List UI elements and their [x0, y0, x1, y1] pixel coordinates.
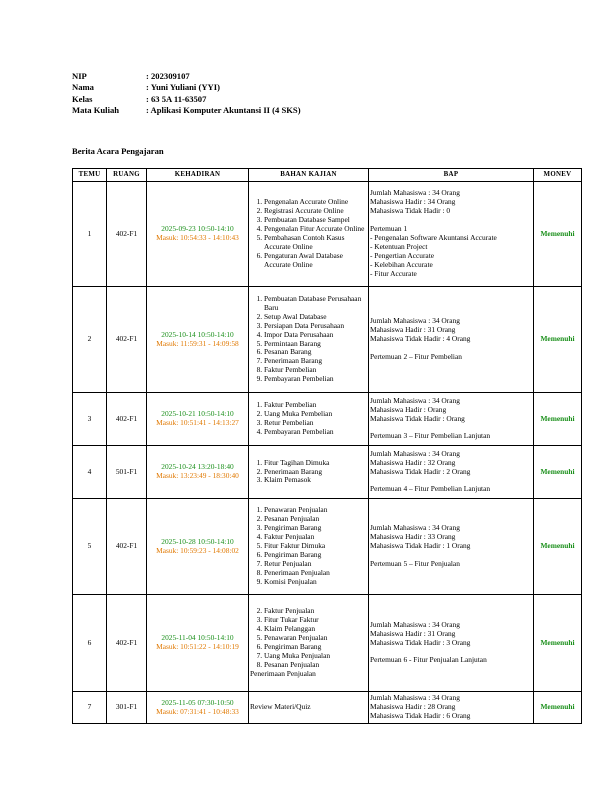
bap-line: - Pengenalan Software Akuntansi Accurate — [370, 232, 497, 242]
kehadiran-cell — [147, 595, 249, 692]
topic-list — [250, 459, 367, 486]
bap-line: Mahasiswa Tidak Hadir : 0 — [370, 206, 451, 216]
check-in-time: Masuk: 10:51:41 - 14:13:27 — [156, 418, 239, 427]
bahan-kajian-cell — [249, 595, 369, 692]
topic-item: 5. Pembahasan Contoh Kasus Accurate Online — [264, 234, 367, 252]
topic-list — [250, 506, 367, 586]
column-header: TEMU — [73, 169, 107, 182]
topic-item: 4. Pengenalan Fitur Accurate Online — [264, 225, 367, 234]
bap-line: Mahasiswa Hadir : 31 Orang — [370, 325, 456, 335]
info-value: : Aplikasi Komputer Akuntansi II (4 SKS) — [146, 104, 301, 115]
topic-item: 6. Pengaturan Awal Database Accurate Online — [264, 252, 367, 270]
bap-line: Mahasiswa Hadir : 28 Orang — [370, 702, 456, 712]
topic-item: 5. Penawaran Penjualan — [264, 634, 367, 643]
table-row — [73, 182, 582, 287]
topic-item: 3. Persiapan Data Perusahaan — [264, 322, 367, 331]
bap-line: Pertemuan 5 – Fitur Penjualan — [370, 558, 460, 568]
monev-status: Memenuhi — [534, 692, 582, 724]
bap-cell — [369, 287, 534, 393]
temu-cell: 1 — [73, 182, 107, 287]
column-header: RUANG — [107, 169, 147, 182]
topic-item: 2. Faktur Penjualan — [264, 607, 367, 616]
ruang-cell: 301-F1 — [107, 692, 147, 724]
topic-item: 6. Pengiriman Barang — [264, 551, 367, 560]
bap-line: Mahasiswa Hadir : 31 Orang — [370, 628, 456, 638]
bap-line: Pertemuan 1 — [370, 224, 408, 234]
monev-status: Memenuhi — [534, 499, 582, 595]
bap-line: Mahasiswa Tidak Hadir : 6 Orang — [370, 710, 471, 720]
bap-line: - Ketentuan Project — [370, 241, 428, 251]
bap-line: Pertemuan 3 – Fitur Pembelian Lanjutan — [370, 431, 491, 441]
info-value: : 63 5A 11-63507 — [146, 93, 207, 104]
schedule-time: 2025-10-14 10:50-14:10 — [161, 329, 234, 339]
column-header: BAHAN KAJIAN — [249, 169, 369, 182]
topic-text: Penerimaan Penjualan — [250, 668, 316, 678]
temu-cell: 5 — [73, 499, 107, 595]
section-title: Berita Acara Pengajaran — [72, 146, 164, 156]
schedule-time: 2025-11-04 10:50-14:10 — [161, 633, 234, 643]
monev-status: Memenuhi — [534, 182, 582, 287]
info-label: Kelas — [72, 93, 93, 104]
info-label: Nama — [72, 82, 94, 93]
bap-line: Pertemuan 6 - Fitur Penjualan Lanjutan — [370, 655, 487, 665]
topic-item: 3. Fitur Tukar Faktur — [264, 616, 367, 625]
lecturer-info — [72, 71, 301, 116]
topic-item: 4. Faktur Penjualan — [264, 533, 367, 542]
bap-line: Jumlah Mahasiswa : 34 Orang — [370, 395, 460, 405]
table-row — [73, 393, 582, 446]
monev-status: Memenuhi — [534, 595, 582, 692]
kehadiran-cell — [147, 287, 249, 393]
bap-cell — [369, 446, 534, 499]
kehadiran-cell — [147, 446, 249, 499]
info-value: : 202309107 — [146, 71, 190, 81]
ruang-cell: 501-F1 — [107, 446, 147, 499]
info-label: Mata Kuliah — [72, 104, 120, 115]
table-row — [73, 287, 582, 393]
topic-item: 2. Setup Awal Database — [264, 313, 367, 322]
topic-item: 1. Pengenalan Accurate Online — [264, 198, 367, 207]
topic-item: 3. Pembuatan Database Sampel — [264, 216, 367, 225]
check-in-time: Masuk: 10:51:22 - 14:10:19 — [156, 642, 239, 651]
schedule-time: 2025-10-28 10:50-14:10 — [161, 536, 234, 546]
topic-item: 8. Faktur Pembelian — [264, 366, 367, 375]
info-row — [72, 82, 301, 93]
bap-line: Jumlah Mahasiswa : 34 Orang — [370, 316, 460, 326]
info-row — [72, 94, 301, 105]
kehadiran-cell — [147, 182, 249, 287]
bap-cell — [369, 595, 534, 692]
topic-item: 8. Penerimaan Penjualan — [264, 569, 367, 578]
bap-line: Jumlah Mahasiswa : 34 Orang — [370, 693, 460, 703]
topic-item: 5. Permintaan Barang — [264, 340, 367, 349]
table-row — [73, 499, 582, 595]
table-header-row — [73, 169, 582, 182]
ruang-cell: 402-F1 — [107, 182, 147, 287]
topic-list — [250, 401, 367, 437]
topic-item: 3. Retur Pembelian — [264, 419, 367, 428]
topic-item: 9. Pembayaran Pembelian — [264, 375, 367, 384]
temu-cell: 3 — [73, 393, 107, 446]
topic-item: 4. Klaim Pelanggan — [264, 625, 367, 634]
topic-item: 7. Penerimaan Barang — [264, 357, 367, 366]
topic-text: Review Materi/Quiz — [250, 702, 311, 712]
bap-cell — [369, 393, 534, 446]
table-row — [73, 446, 582, 499]
bap-line: Jumlah Mahasiswa : 34 Orang — [370, 619, 460, 629]
topic-item: 2. Registrasi Accurate Online — [264, 207, 367, 216]
topic-item: 3. Klaim Pemasok — [264, 476, 367, 485]
kehadiran-cell — [147, 499, 249, 595]
topic-item: 1. Fitur Tagihan Dimuka — [264, 459, 367, 468]
topic-item: 6. Pesanan Barang — [264, 348, 367, 357]
column-header: KEHADIRAN — [147, 169, 249, 182]
topic-list — [250, 607, 367, 669]
bahan-kajian-cell — [249, 692, 369, 724]
bahan-kajian-cell — [249, 287, 369, 393]
column-header: BAP — [369, 169, 534, 182]
monev-status: Memenuhi — [534, 287, 582, 393]
schedule-time: 2025-10-21 10:50-14:10 — [161, 409, 234, 419]
bap-line: Mahasiswa Hadir : 34 Orang — [370, 197, 456, 207]
column-header: MONEV — [534, 169, 582, 182]
schedule-time: 2025-11-05 07:30-10:50 — [161, 697, 234, 707]
bap-line: Jumlah Mahasiswa : 34 Orang — [370, 188, 460, 198]
temu-cell: 4 — [73, 446, 107, 499]
ruang-cell: 402-F1 — [107, 499, 147, 595]
topic-item: 1. Pembuatan Database Perusahaan Baru — [264, 295, 367, 313]
info-label: NIP — [72, 71, 87, 81]
bap-line: - Fitur Accurate — [370, 268, 417, 278]
schedule-time: 2025-09-23 10:50-14:10 — [161, 224, 234, 234]
bap-line: Mahasiswa Tidak Hadir : Orang — [370, 413, 465, 423]
bap-line: Jumlah Mahasiswa : 34 Orang — [370, 448, 460, 458]
bap-line: - Kelebihan Accurate — [370, 259, 433, 269]
check-in-time: Masuk: 13:23:49 - 18:30:40 — [156, 471, 239, 480]
bap-line: Jumlah Mahasiswa : 34 Orang — [370, 523, 460, 533]
teaching-record-table — [72, 168, 582, 724]
bap-line: Mahasiswa Hadir : 32 Orang — [370, 457, 456, 467]
topic-item: 1. Faktur Pembelian — [264, 401, 367, 410]
topic-item: 3. Pengiriman Barang — [264, 524, 367, 533]
temu-cell: 6 — [73, 595, 107, 692]
bap-line: Mahasiswa Tidak Hadir : 2 Orang — [370, 466, 471, 476]
topic-list — [250, 198, 367, 269]
bap-line: Mahasiswa Tidak Hadir : 1 Orang — [370, 541, 471, 551]
check-in-time: Masuk: 07:31:41 - 10:48:33 — [156, 706, 239, 716]
topic-item: 2. Uang Muka Pembelian — [264, 410, 367, 419]
bahan-kajian-cell — [249, 393, 369, 446]
bap-line: Mahasiswa Hadir : 33 Orang — [370, 532, 456, 542]
topic-item: 4. Pembayaran Pembelian — [264, 428, 367, 437]
table-row — [73, 692, 582, 724]
kehadiran-cell — [147, 692, 249, 724]
check-in-time: Masuk: 10:54:33 - 14:10:43 — [156, 233, 239, 242]
topic-item: 4. Impor Data Perusahaan — [264, 331, 367, 340]
bap-line: Mahasiswa Tidak Hadir : 3 Orang — [370, 637, 471, 647]
bap-line: Mahasiswa Tidak Hadir : 4 Orang — [370, 334, 471, 344]
schedule-time: 2025-10-24 13:20-18:40 — [161, 462, 234, 472]
topic-item: 5. Fitur Faktur Dimuka — [264, 542, 367, 551]
topic-item: 7. Retur Penjualan — [264, 560, 367, 569]
ruang-cell: 402-F1 — [107, 595, 147, 692]
bap-line: Pertemuan 4 – Fitur Pembelian Lanjutan — [370, 484, 491, 494]
check-in-time: Masuk: 11:59:31 - 14:09:58 — [156, 338, 239, 348]
check-in-time: Masuk: 10:59:23 - 14:08:02 — [156, 545, 239, 555]
topic-item: 1. Penawaran Penjualan — [264, 506, 367, 515]
temu-cell: 2 — [73, 287, 107, 393]
info-row — [72, 71, 301, 82]
bahan-kajian-cell — [249, 499, 369, 595]
bap-cell — [369, 499, 534, 595]
topic-item: 2. Penerimaan Barang — [264, 468, 367, 477]
bap-line: - Pengertian Accurate — [370, 250, 435, 260]
bap-cell — [369, 692, 534, 724]
ruang-cell: 402-F1 — [107, 287, 147, 393]
bahan-kajian-cell — [249, 182, 369, 287]
bap-line: Mahasiswa Hadir : Orang — [370, 404, 447, 414]
monev-status: Memenuhi — [534, 446, 582, 499]
topic-item: 9. Komisi Penjualan — [264, 578, 367, 587]
topic-item: 6. Pengiriman Barang — [264, 643, 367, 652]
ruang-cell: 402-F1 — [107, 393, 147, 446]
topic-item: 7. Uang Muka Penjualan — [264, 652, 367, 661]
temu-cell: 7 — [73, 692, 107, 724]
bap-cell — [369, 182, 534, 287]
topic-item: 2. Pesanan Penjualan — [264, 515, 367, 524]
info-value: : Yuni Yuliani (YYI) — [146, 82, 220, 93]
topic-item: 8. Pesanan Penjualan — [264, 661, 367, 670]
bap-line: Pertemuan 2 – Fitur Pembelian — [370, 351, 462, 361]
bahan-kajian-cell — [249, 446, 369, 499]
info-row — [72, 105, 301, 116]
table-row — [73, 595, 582, 692]
topic-list — [250, 295, 367, 384]
monev-status: Memenuhi — [534, 393, 582, 446]
kehadiran-cell — [147, 393, 249, 446]
